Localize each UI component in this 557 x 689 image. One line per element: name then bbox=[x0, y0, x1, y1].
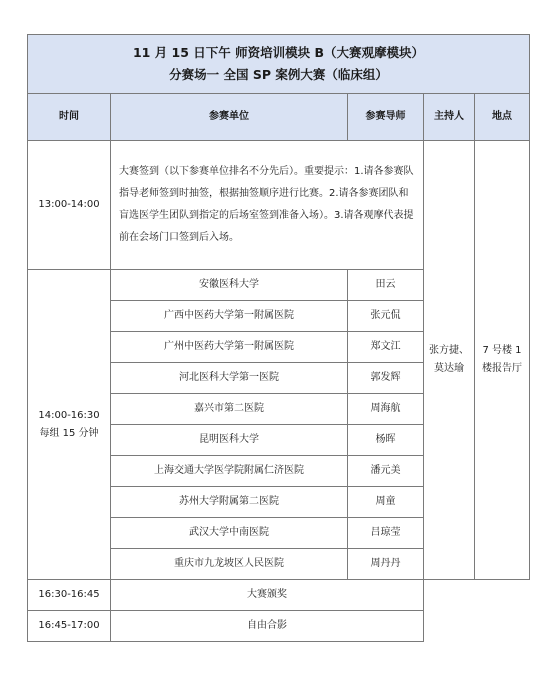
team-mentor: 田云 bbox=[348, 270, 424, 301]
team-unit: 河北医科大学第一医院 bbox=[111, 363, 348, 394]
competition-time: 14:00-16:30 bbox=[38, 409, 100, 421]
team-mentor: 郭发辉 bbox=[348, 363, 424, 394]
team-mentor: 周海航 bbox=[348, 394, 424, 425]
team-unit: 武汉大学中南医院 bbox=[111, 518, 348, 549]
host-cell: 张方捷、莫达瑜 bbox=[424, 141, 475, 580]
awards-label: 大赛颁奖 bbox=[111, 580, 424, 611]
header-host: 主持人 bbox=[424, 94, 475, 141]
schedule-title bbox=[28, 35, 530, 94]
team-mentor: 吕琼莹 bbox=[348, 518, 424, 549]
signin-time: 13:00-14:00 bbox=[28, 141, 111, 270]
team-unit: 安徽医科大学 bbox=[111, 270, 348, 301]
team-unit: 上海交通大学医学院附属仁济医院 bbox=[111, 456, 348, 487]
competition-note: 每组 15 分钟 bbox=[39, 427, 99, 439]
title-line-2: 分赛场一 全国 SP 案例大赛（临床组） bbox=[169, 67, 388, 82]
competition-time-cell bbox=[28, 270, 111, 580]
photo-label: 自由合影 bbox=[111, 611, 424, 642]
team-unit: 重庆市九龙坡区人民医院 bbox=[111, 549, 348, 580]
team-unit: 苏州大学附属第二医院 bbox=[111, 487, 348, 518]
team-unit: 广州中医药大学第一附属医院 bbox=[111, 332, 348, 363]
team-mentor: 张元侃 bbox=[348, 301, 424, 332]
header-time: 时间 bbox=[28, 94, 111, 141]
team-mentor: 周童 bbox=[348, 487, 424, 518]
awards-time: 16:30-16:45 bbox=[28, 580, 111, 611]
header-mentor: 参赛导师 bbox=[348, 94, 424, 141]
team-mentor: 潘元美 bbox=[348, 456, 424, 487]
signin-notice: 大赛签到（以下参赛单位排名不分先后）。重要提示：1.请各参赛队指导老师签到时抽签，根据抽签顺序进行比赛。2.请各参赛团队和盲选医学生团队到指定的后场室签到准备入场）。3.请各观摩代表提前在会场门口签到后入场。 bbox=[111, 141, 424, 270]
header-location: 地点 bbox=[475, 94, 530, 141]
team-unit: 广西中医药大学第一附属医院 bbox=[111, 301, 348, 332]
location-cell: 7 号楼 1 楼报告厅 bbox=[475, 141, 530, 580]
team-mentor: 周丹丹 bbox=[348, 549, 424, 580]
team-mentor: 杨晖 bbox=[348, 425, 424, 456]
title-line-1: 11 月 15 日下午 师资培训模块 B（大赛观摩模块） bbox=[132, 45, 425, 60]
header-unit: 参赛单位 bbox=[111, 94, 348, 141]
team-unit: 昆明医科大学 bbox=[111, 425, 348, 456]
photo-time: 16:45-17:00 bbox=[28, 611, 111, 642]
team-mentor: 郑文江 bbox=[348, 332, 424, 363]
team-unit: 嘉兴市第二医院 bbox=[111, 394, 348, 425]
schedule-table bbox=[27, 34, 530, 642]
